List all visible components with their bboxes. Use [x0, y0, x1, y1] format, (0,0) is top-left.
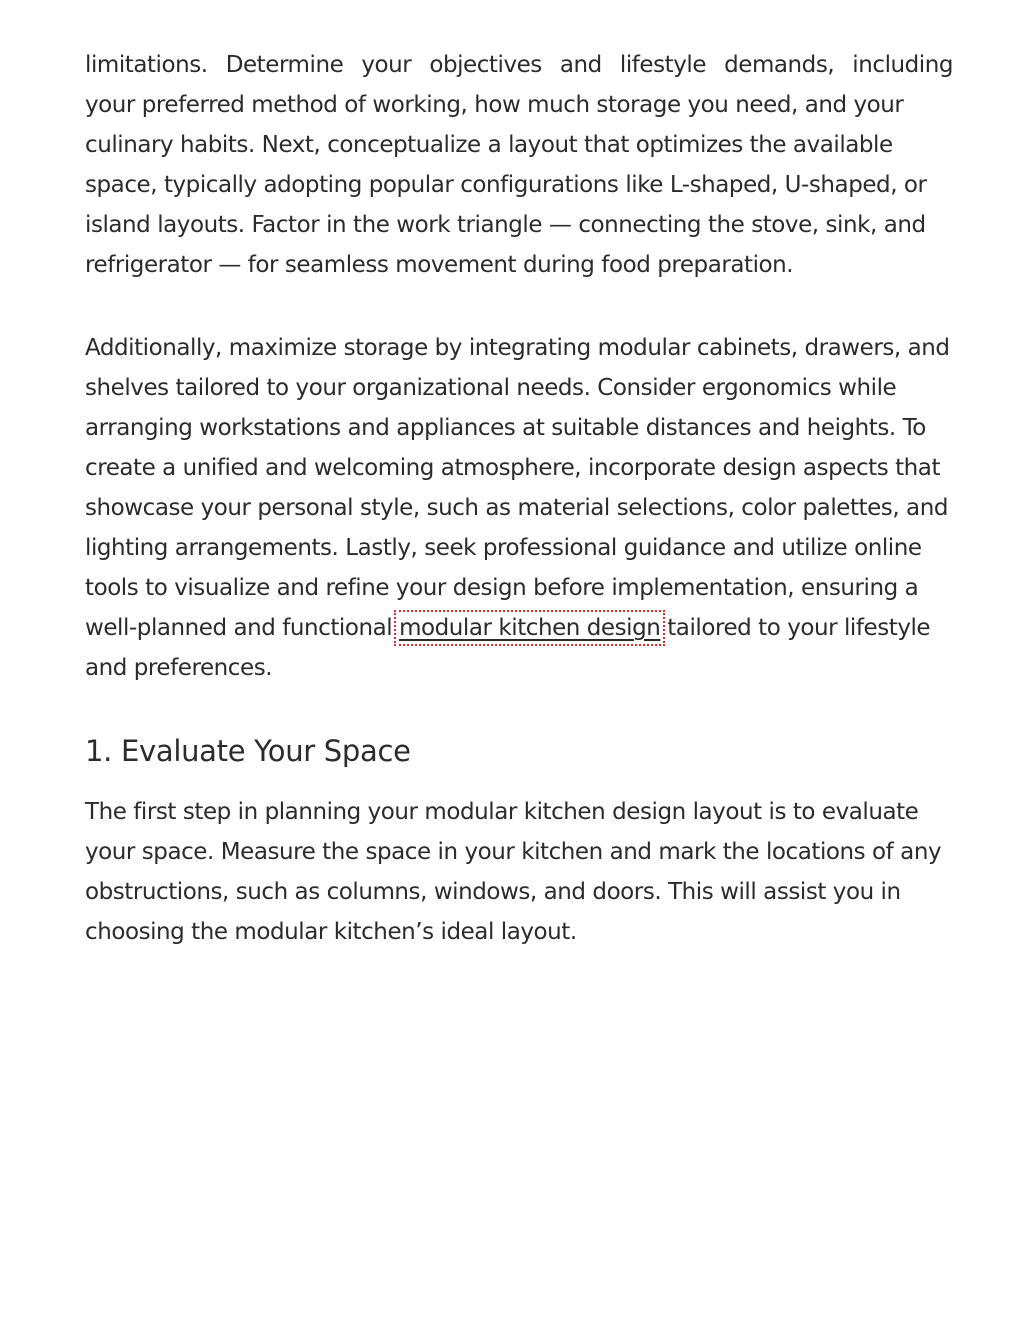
- modular-kitchen-design-link[interactable]: modular kitchen design: [399, 615, 661, 641]
- intro-continuation: your preferred method of working, how much storage you need, and your culinary habits. Next, conceptualize a layout that optimizes the available space, typically adopting popular configurations like L-shaped, U-shaped, or island layouts. Factor in the work triangle — connecting the stove, sink, and refrigerator — for seamless movement during food preparation.: [85, 92, 927, 278]
- storage-text: Additionally, maximize storage by integrating modular cabinets, drawers, and shelves tailored to your organizational needs. Consider ergonomics while arranging workstations and appliances at suitable distances and heights. To create a unified and welcoming atmosphere, incorporate design aspects that showcase your personal style, such as material selections, color palettes, and lighting arrangements. Lastly, seek professional guidance and utilize online tools to visualize and refine your design before implementation, ensuring a well-planned and functional: [85, 335, 950, 641]
- storage-text-end: tailored to your lifestyle and preferences.: [85, 615, 931, 681]
- section-heading: 1. Evaluate Your Space: [85, 734, 411, 768]
- article-body: [85, 45, 953, 952]
- storage-paragraph: [85, 328, 953, 688]
- intro-first-line: limitations. Determine your objectives and lifestyle demands, including: [85, 52, 953, 78]
- section-paragraph: The first step in planning your modular kitchen design layout is to evaluate your space. Measure the space in your kitchen and mark the locations of any obstructions, such as columns, windows, and doors. This will assist you in choosing the modular kitchen’s ideal layout.: [85, 799, 942, 945]
- intro-paragraph: [85, 45, 953, 285]
